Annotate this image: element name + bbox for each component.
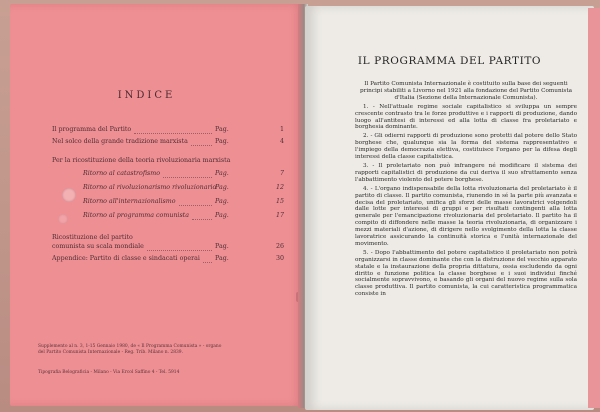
toc-entry-label: comunista su scala mondiale — [52, 243, 144, 250]
toc-leader-dots — [203, 262, 212, 264]
toc-entry — [83, 170, 284, 180]
toc-entry — [52, 126, 284, 136]
footer-line: Supplemento al n. 3, 1-15 Gennaio 1980, de « Il Programma Comunista » - organo — [38, 344, 222, 349]
point-paragraph: 2. - Gli odierni rapporti di produzione sono protetti dal potere dello Stato borghese che, qualunque sia la forma del sistema rappresentativo e l'impiego della democrazia elettiva, costituisce l'organo per la difesa degli interessi della classe capitalistica. — [355, 133, 577, 161]
toc-entry-label: Appendice: Partito di classe e sindacati operai — [52, 255, 200, 262]
toc-entry-label: Nel solco della grande tradizione marxista — [52, 138, 188, 145]
toc-entry — [52, 243, 284, 253]
point-paragraph: 5. - Dopo l'abbattimento del potere capitalistico il proletariato non potrà organizzarsi in classe dominante che con la distruzione del vecchio apparato statale e la instaurazione della propria dittatura, ossia escludendo da ogni diritto e funzione politica la classe borghese e i suoi individui finché socialmente sopravvivono, e basando gli organi del nuovo regime sulla sola classe produttiva. Il partito comunista, la cui caratteristica programmatica consiste in — [355, 249, 577, 298]
toc-leader-dots — [191, 145, 212, 147]
point-paragraph: 1. - Nell'attuale regime sociale capitalistico si sviluppa un sempre crescente contrasto tra le forze produttive e i rapporti di produzione, dando luogo all'antitesi di interessi ed alla lotta di classe fra proletariato e borghesia dominante. — [355, 103, 577, 131]
footer-line: del Partito Comunista Internazionale - Reg. Trib. Milano n. 2839. — [38, 350, 183, 355]
program-text — [355, 81, 577, 300]
toc-entry-label: Ritorno al programma comunista — [83, 212, 189, 219]
index-title: INDICE — [117, 90, 176, 101]
toc-entry-page-number: 4 — [279, 138, 284, 145]
toc-entry-label: Ricostituzione del partito — [52, 234, 133, 241]
intro-paragraph: Il Partito Comunista Internazionale è costituito sulla base dei seguenti principi stabiliti a Livorno nel 1921 alla fondazione del Partito Comunista d'Italia (Sezione della Internazionale Comunista). — [359, 81, 573, 101]
toc-entry-pag: Pag. — [215, 184, 229, 191]
toc-entry — [52, 255, 284, 265]
toc-entry-page-number: 1 — [279, 126, 284, 133]
toc-leader-dots — [192, 219, 212, 221]
printer-line: Tipografia Belograficia - Milano - Via Ercol Saffino 4 - Tel. 5914 — [38, 370, 180, 375]
toc-entry-pag: Pag. — [215, 138, 229, 145]
toc-leader-dots — [147, 250, 212, 252]
punch-hole — [58, 214, 68, 224]
publication-footer — [38, 344, 278, 356]
point-paragraph: 4. - L'organo indispensabile della lotta rivoluzionaria del proletariato è il partito di classe. Il partito comunista, riunendo in sé la parte più avanzata e decisa del proletariato, unifica gli sforzi delle masse lavoratrici volgendoli dalle lotte per interessi di gruppi e per risultati contingenti alla lotta generale per l'emancipazione rivoluzionaria del proletariato. Il partito ha il compito di diffondere nelle masse la teoria rivoluzionaria, di organizzare i mezzi materiali d'azione, di dirigere nello svolgimento della lotta la classe lavoratrice assicurando la continuità storica e l'unità internazionale del movimento. — [355, 185, 577, 247]
toc-entry — [83, 184, 284, 194]
punch-hole — [62, 188, 76, 202]
toc-entry-page-number: 17 — [275, 212, 284, 219]
toc-entry-page-number: 7 — [279, 170, 284, 177]
toc-entry-pag: Pag. — [215, 198, 229, 205]
toc-entry-label: Ritorno al rivoluzionarismo rivoluzionario — [83, 184, 217, 191]
toc-entry-label: Per la ricostituzione della teoria rivoluzionaria marxista — [52, 157, 231, 164]
toc-entry-pag: Pag. — [215, 255, 229, 262]
toc-entry-pag: Pag. — [215, 170, 229, 177]
page-title: IL PROGRAMMA DEL PARTITO — [357, 55, 542, 67]
toc-leader-dots — [163, 177, 212, 179]
toc-entry-page-number: 26 — [275, 243, 284, 250]
toc-entry-label: Ritorno all'internazionalismo — [83, 198, 176, 205]
toc-entry-pag: Pag. — [215, 243, 229, 250]
point-paragraph: 3. - Il proletariato non può infrangere né modificare il sistema dei rapporti capitalistici di produzione da cui deriva il suo sfruttamento senza l'abbattimento violento del potere borghese. — [355, 162, 577, 183]
toc-leader-dots — [134, 133, 212, 135]
toc-leader-dots — [179, 205, 212, 207]
toc-entry-page-number: 15 — [275, 198, 284, 205]
toc-entry — [52, 157, 284, 167]
toc-entry — [83, 198, 284, 208]
toc-entry-label: Il programma del Partito — [52, 126, 132, 133]
next-page-edge — [588, 8, 600, 408]
toc-entry-page-number: 30 — [275, 255, 284, 262]
toc-entry-pag: Pag. — [215, 212, 229, 219]
toc-entry — [52, 138, 284, 148]
toc-entry-label: Ritorno al catastrofismo — [83, 170, 161, 177]
toc-entry-page-number: 12 — [275, 184, 284, 191]
toc-entry — [83, 212, 284, 222]
toc-entry-pag: Pag. — [215, 126, 229, 133]
